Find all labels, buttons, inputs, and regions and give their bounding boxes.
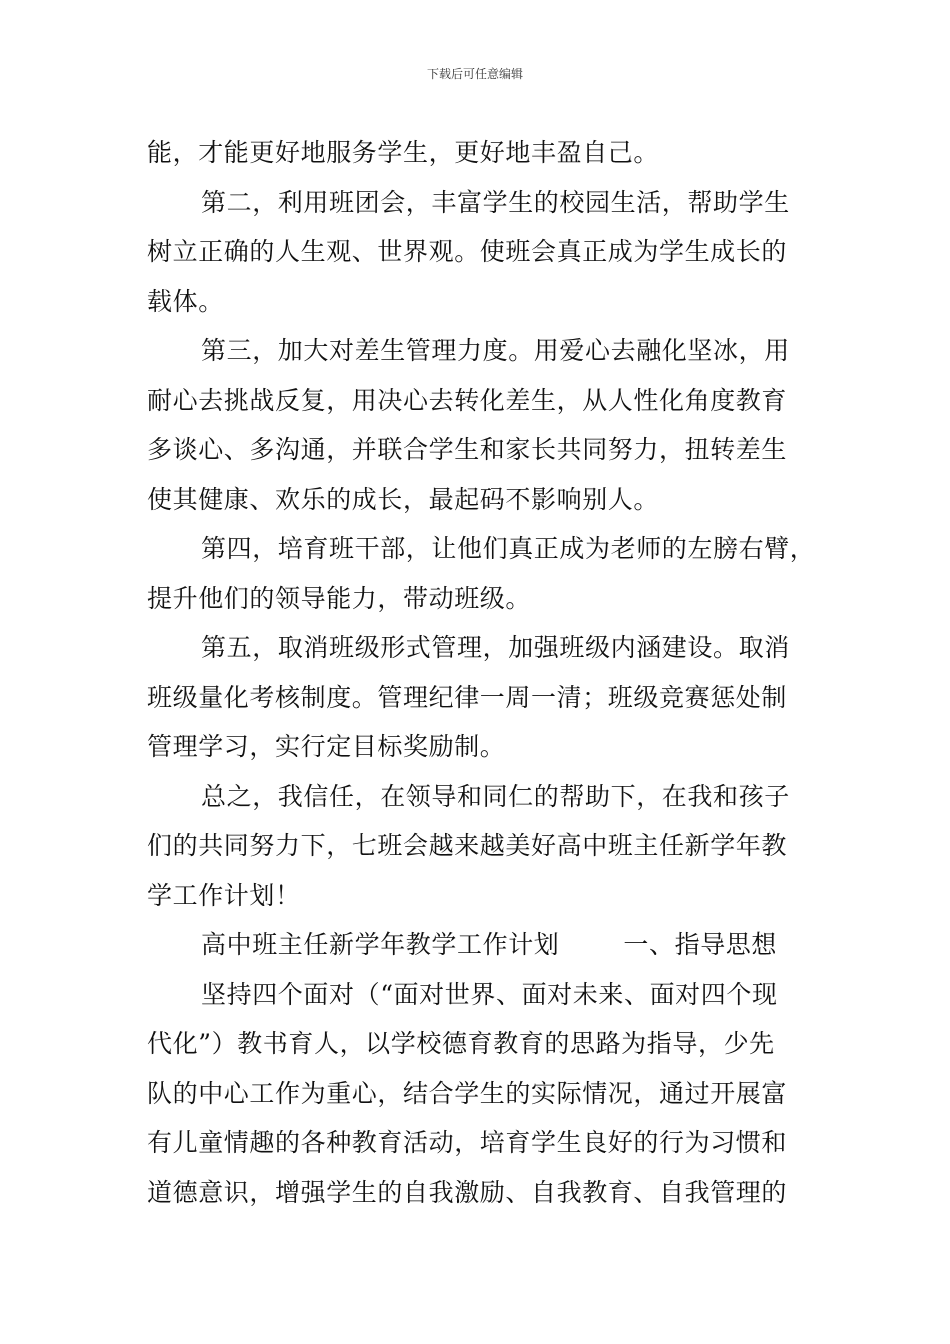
text-line: 班级量化考核制度。管理纪律一周一清；班级竞赛惩处制	[147, 682, 788, 712]
text-line: 学工作计划！	[147, 880, 301, 910]
text-line: 载体。	[147, 286, 224, 316]
paragraph-start-line: 总之，我信任，在领导和同仁的帮助下，在我和孩子	[201, 781, 790, 811]
text-line: 能，才能更好地服务学生，更好地丰盈自己。	[147, 138, 660, 167]
text-line: 提升他们的领导能力，带动班级。	[147, 583, 532, 613]
paragraph-start-line: 第四，培育班干部，让他们真正成为老师的左膀右臂，	[201, 534, 816, 563]
text-line: 管理学习，实行定目标奖励制。	[147, 732, 506, 761]
paragraph-start-line: 坚持四个面对（“面对世界、面对未来、面对四个现	[201, 979, 778, 1009]
text-line: 道德意识，增强学生的自我激励、自我教育、自我管理的	[147, 1177, 788, 1207]
paragraph-start-line: 第三，加大对差生管理力度。用爱心去融化坚冰，用	[201, 336, 790, 365]
section-heading-line	[147, 920, 809, 970]
text-line: 多谈心、多沟通，并联合学生和家长共同努力，扭转差生	[147, 435, 788, 464]
document-body	[147, 128, 816, 1217]
text-line: 有儿童情趣的各种教育活动，培育学生良好的行为习惯和	[147, 1128, 788, 1157]
text-line: 耐心去挑战反复，用决心去转化差生，从人性化角度教育	[147, 385, 788, 415]
text-line: 队的中心工作为重心，结合学生的实际情况，通过开展富	[147, 1078, 788, 1108]
text-line: 们的共同努力下，七班会越来越美好高中班主任新学年教	[147, 831, 788, 860]
paragraph-start-line: 第二，利用班团会，丰富学生的校园生活，帮助学生	[201, 187, 790, 217]
text-line: 使其健康、欢乐的成长，最起码不影响别人。	[147, 484, 660, 514]
paragraph-start-line: 第五，取消班级形式管理，加强班级内涵建设。取消	[201, 633, 790, 662]
subsection-title: 一、指导思想	[623, 930, 778, 959]
page-header: 下载后可任意编辑	[426, 67, 523, 81]
section-title: 高中班主任新学年教学工作计划	[201, 930, 560, 959]
text-line: 树立正确的人生观、世界观。使班会真正成为学生成长的	[147, 237, 788, 266]
text-line: 代化”）教书育人，以学校德育教育的思路为指导，少先	[147, 1029, 775, 1058]
